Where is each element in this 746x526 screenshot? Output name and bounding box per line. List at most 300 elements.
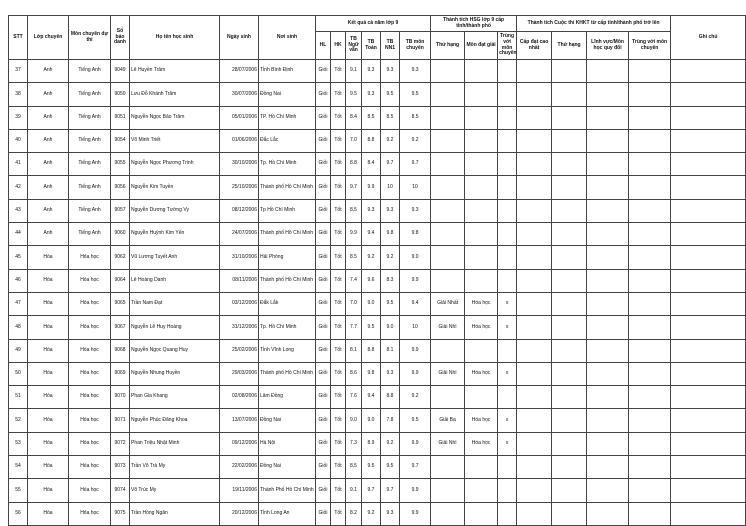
cell-tb-mon-chuyen: 8.5 xyxy=(400,106,431,129)
cell-mon-du-thi: Hóa học xyxy=(69,479,111,502)
cell-noi-sinh: Thành phố Hồ Chí Minh xyxy=(259,223,316,246)
cell-hk: Tốt xyxy=(331,199,346,222)
cell-so-bao-danh: 9055 xyxy=(111,153,130,176)
cell-noi-sinh: Tỉnh Vĩnh Long xyxy=(259,339,316,362)
cell-khkt-thu-hang xyxy=(552,339,587,362)
cell-trung-mon-chuyen: x xyxy=(498,316,517,339)
cell-trung-mon-chuyen xyxy=(498,386,517,409)
cell-trung-mon-chuyen: x xyxy=(498,409,517,432)
cell-tb-mon-chuyen: 10 xyxy=(400,176,431,199)
cell-thu-hang xyxy=(431,106,465,129)
cell-noi-sinh: Đắc Lắc xyxy=(259,129,316,152)
cell-tb-toan: 9.6 xyxy=(362,269,381,292)
cell-linh-vuc xyxy=(587,223,629,246)
cell-ghi-chu xyxy=(671,362,746,385)
cell-so-bao-danh: 9054 xyxy=(111,129,130,152)
cell-so-bao-danh: 9051 xyxy=(111,106,130,129)
cell-cap-dat-cao-nhat xyxy=(517,339,552,362)
cell-cap-dat-cao-nhat xyxy=(517,153,552,176)
cell-trung-mon-chuyen xyxy=(498,106,517,129)
cell-thu-hang xyxy=(431,386,465,409)
header-khkt-thu-hang: Thứ hạng xyxy=(552,32,587,60)
cell-trung-mon-chuyen xyxy=(498,456,517,479)
cell-noi-sinh: Thành Phố Hồ Chí Minh xyxy=(259,479,316,502)
cell-tb-toan: 9.9 xyxy=(362,176,381,199)
cell-ngay-sinh: 24/07/2006 xyxy=(220,223,259,246)
cell-tb-toan: 9.3 xyxy=(362,199,381,222)
cell-noi-sinh: Tp. Hồ Chí Minh xyxy=(259,316,316,339)
cell-ngay-sinh: 20/12/2006 xyxy=(220,502,259,525)
cell-ghi-chu xyxy=(671,176,746,199)
cell-trung-mon-chuyen xyxy=(498,479,517,502)
cell-thu-hang xyxy=(431,456,465,479)
cell-noi-sinh: Hải Phòng xyxy=(259,246,316,269)
cell-mon-dat-giai xyxy=(465,386,498,409)
cell-mon-du-thi: Hóa học xyxy=(69,269,111,292)
cell-cap-dat-cao-nhat xyxy=(517,292,552,315)
table-row xyxy=(9,479,746,502)
cell-trung-mon-chuyen xyxy=(498,339,517,362)
table-row xyxy=(9,223,746,246)
cell-khkt-trung xyxy=(629,502,671,525)
cell-mon-dat-giai xyxy=(465,502,498,525)
header-cap-dat-cao-nhat: Cấp đạt cao nhất xyxy=(517,32,552,60)
cell-khkt-trung xyxy=(629,269,671,292)
cell-mon-du-thi: Hóa học xyxy=(69,502,111,525)
cell-hk: Tốt xyxy=(331,409,346,432)
cell-ghi-chu xyxy=(671,246,746,269)
cell-so-bao-danh: 9064 xyxy=(111,269,130,292)
header-stt: STT xyxy=(9,16,28,60)
header-ket-qua-group: Kết quả cả năm lớp 9 xyxy=(316,16,431,32)
table-row xyxy=(9,129,746,152)
cell-ho-ten: Nguyễn Lê Huy Hoàng xyxy=(130,316,220,339)
cell-ho-ten: Nguyễn Kim Tuyền xyxy=(130,176,220,199)
cell-mon-du-thi: Tiếng Anh xyxy=(69,129,111,152)
cell-cap-dat-cao-nhat xyxy=(517,409,552,432)
cell-mon-dat-giai: Hóa học xyxy=(465,409,498,432)
cell-ho-ten: Võ Minh Triết xyxy=(130,129,220,152)
cell-stt: 53 xyxy=(9,432,28,455)
cell-ngay-sinh: 31/10/2006 xyxy=(220,246,259,269)
cell-hk: Tốt xyxy=(331,129,346,152)
table-row xyxy=(9,246,746,269)
cell-hk: Tốt xyxy=(331,176,346,199)
cell-khkt-thu-hang xyxy=(552,129,587,152)
cell-thu-hang: Giải Nhì xyxy=(431,362,465,385)
cell-tb-mon-chuyen: 9.3 xyxy=(400,199,431,222)
cell-stt: 50 xyxy=(9,362,28,385)
cell-trung-mon-chuyen xyxy=(498,176,517,199)
cell-khkt-trung xyxy=(629,479,671,502)
cell-tb-mon-chuyen: 9.7 xyxy=(400,456,431,479)
cell-ho-ten: Trần Hồng Ngân xyxy=(130,502,220,525)
table-row xyxy=(9,432,746,455)
cell-hk: Tốt xyxy=(331,153,346,176)
cell-thu-hang xyxy=(431,246,465,269)
cell-ghi-chu xyxy=(671,386,746,409)
cell-khkt-trung xyxy=(629,246,671,269)
cell-tb-toan: 9.0 xyxy=(362,292,381,315)
cell-mon-du-thi: Hóa học xyxy=(69,246,111,269)
cell-tb-toan: 9.7 xyxy=(362,479,381,502)
cell-cap-dat-cao-nhat xyxy=(517,246,552,269)
header-hl: HL xyxy=(316,32,331,60)
header-trung-mon-chuyen: Trùng với môn chuyên xyxy=(498,32,517,60)
cell-linh-vuc xyxy=(587,456,629,479)
cell-mon-dat-giai xyxy=(465,106,498,129)
cell-ghi-chu xyxy=(671,153,746,176)
cell-khkt-thu-hang xyxy=(552,223,587,246)
cell-tb-ngu-van: 9.0 xyxy=(346,409,362,432)
cell-hk: Tốt xyxy=(331,292,346,315)
cell-thu-hang xyxy=(431,60,465,83)
cell-tb-nn1: 9.3 xyxy=(381,60,400,83)
cell-ho-ten: Lê Huyền Trâm xyxy=(130,60,220,83)
cell-ngay-sinh: 19/11/2006 xyxy=(220,479,259,502)
cell-tb-ngu-van: 8.4 xyxy=(346,106,362,129)
cell-khkt-trung xyxy=(629,432,671,455)
cell-ngay-sinh: 13/07/2006 xyxy=(220,409,259,432)
cell-ghi-chu xyxy=(671,409,746,432)
cell-trung-mon-chuyen: x xyxy=(498,292,517,315)
cell-tb-mon-chuyen: 9.2 xyxy=(400,129,431,152)
cell-linh-vuc xyxy=(587,199,629,222)
cell-thu-hang xyxy=(431,502,465,525)
cell-cap-dat-cao-nhat xyxy=(517,432,552,455)
cell-hk: Tốt xyxy=(331,362,346,385)
cell-tb-ngu-van: 7.3 xyxy=(346,432,362,455)
cell-tb-mon-chuyen: 9.9 xyxy=(400,502,431,525)
cell-stt: 45 xyxy=(9,246,28,269)
cell-tb-ngu-van: 8.6 xyxy=(346,362,362,385)
cell-tb-ngu-van: 8.5 xyxy=(346,456,362,479)
cell-tb-toan: 9.2 xyxy=(362,502,381,525)
cell-tb-ngu-van: 8.1 xyxy=(346,339,362,362)
cell-ngay-sinh: 08/11/2006 xyxy=(220,269,259,292)
cell-trung-mon-chuyen xyxy=(498,60,517,83)
cell-cap-dat-cao-nhat xyxy=(517,456,552,479)
cell-so-bao-danh: 9065 xyxy=(111,292,130,315)
cell-ghi-chu xyxy=(671,292,746,315)
cell-hk: Tốt xyxy=(331,246,346,269)
cell-khkt-thu-hang xyxy=(552,432,587,455)
cell-cap-dat-cao-nhat xyxy=(517,176,552,199)
header-khkt-group: Thành tích Cuộc thi KHKT từ cấp tỉnh/thành phố trở lên xyxy=(517,16,671,32)
cell-thu-hang: Giải Nhì xyxy=(431,316,465,339)
cell-thu-hang xyxy=(431,269,465,292)
cell-hk: Tốt xyxy=(331,386,346,409)
cell-tb-mon-chuyen: 9.4 xyxy=(400,292,431,315)
cell-hl: Giỏi xyxy=(316,316,331,339)
table-row xyxy=(9,362,746,385)
cell-linh-vuc xyxy=(587,153,629,176)
cell-khkt-trung xyxy=(629,60,671,83)
cell-thu-hang xyxy=(431,153,465,176)
table-row xyxy=(9,292,746,315)
cell-linh-vuc xyxy=(587,292,629,315)
cell-hk: Tốt xyxy=(331,502,346,525)
cell-tb-toan: 9.0 xyxy=(362,409,381,432)
cell-hl: Giỏi xyxy=(316,362,331,385)
table-row xyxy=(9,502,746,525)
cell-lop-chuyen: Anh xyxy=(28,223,69,246)
cell-ho-ten: Võ Trúc My xyxy=(130,479,220,502)
cell-so-bao-danh: 9069 xyxy=(111,362,130,385)
header-hsg-group: Thành tích HSG lớp 9 cấp tỉnh/thành phố xyxy=(431,16,517,32)
cell-noi-sinh: Tỉnh Bình Định xyxy=(259,60,316,83)
cell-noi-sinh: Đắk Lắk xyxy=(259,292,316,315)
cell-thu-hang xyxy=(431,199,465,222)
header-ngay-sinh: Ngày sinh xyxy=(220,16,259,60)
cell-linh-vuc xyxy=(587,362,629,385)
cell-khkt-trung xyxy=(629,153,671,176)
cell-hk: Tốt xyxy=(331,83,346,106)
header-so-bao-danh: Số báo danh xyxy=(111,16,130,60)
cell-ngay-sinh: 29/03/2006 xyxy=(220,362,259,385)
cell-hl: Giỏi xyxy=(316,153,331,176)
cell-mon-dat-giai xyxy=(465,83,498,106)
cell-stt: 52 xyxy=(9,409,28,432)
cell-khkt-thu-hang xyxy=(552,60,587,83)
cell-mon-dat-giai xyxy=(465,199,498,222)
header-noi-sinh: Nơi sinh xyxy=(259,16,316,60)
cell-tb-ngu-van: 9.9 xyxy=(346,223,362,246)
cell-mon-du-thi: Hóa học xyxy=(69,409,111,432)
cell-tb-toan: 9.5 xyxy=(362,456,381,479)
cell-ghi-chu xyxy=(671,316,746,339)
cell-mon-du-thi: Tiếng Anh xyxy=(69,83,111,106)
cell-tb-mon-chuyen: 9.2 xyxy=(400,386,431,409)
cell-lop-chuyen: Hóa xyxy=(28,362,69,385)
table-row xyxy=(9,386,746,409)
cell-so-bao-danh: 9075 xyxy=(111,502,130,525)
cell-noi-sinh: Thành phố Hồ Chí Minh xyxy=(259,269,316,292)
cell-lop-chuyen: Hóa xyxy=(28,456,69,479)
cell-ghi-chu xyxy=(671,456,746,479)
cell-khkt-thu-hang xyxy=(552,409,587,432)
cell-ngay-sinh: 02/08/2006 xyxy=(220,386,259,409)
cell-hl: Giỏi xyxy=(316,386,331,409)
cell-mon-du-thi: Tiếng Anh xyxy=(69,176,111,199)
cell-mon-du-thi: Tiếng Anh xyxy=(69,60,111,83)
cell-so-bao-danh: 9060 xyxy=(111,223,130,246)
cell-khkt-thu-hang xyxy=(552,106,587,129)
cell-mon-du-thi: Hóa học xyxy=(69,339,111,362)
cell-trung-mon-chuyen xyxy=(498,199,517,222)
cell-trung-mon-chuyen xyxy=(498,269,517,292)
cell-ghi-chu xyxy=(671,83,746,106)
cell-tb-mon-chuyen: 9.3 xyxy=(400,60,431,83)
cell-hl: Giỏi xyxy=(316,479,331,502)
cell-tb-nn1: 9.2 xyxy=(381,129,400,152)
cell-hl: Giỏi xyxy=(316,83,331,106)
table-row xyxy=(9,60,746,83)
cell-lop-chuyen: Anh xyxy=(28,106,69,129)
cell-tb-toan: 9.5 xyxy=(362,316,381,339)
cell-ghi-chu xyxy=(671,129,746,152)
cell-cap-dat-cao-nhat xyxy=(517,199,552,222)
cell-cap-dat-cao-nhat xyxy=(517,83,552,106)
cell-lop-chuyen: Hóa xyxy=(28,432,69,455)
cell-tb-toan: 9.8 xyxy=(362,362,381,385)
cell-noi-sinh: Thành phố Hồ Chí Minh xyxy=(259,176,316,199)
cell-ghi-chu xyxy=(671,432,746,455)
cell-so-bao-danh: 9072 xyxy=(111,432,130,455)
cell-khkt-trung xyxy=(629,456,671,479)
cell-linh-vuc xyxy=(587,106,629,129)
cell-linh-vuc xyxy=(587,60,629,83)
cell-tb-mon-chuyen: 9.9 xyxy=(400,339,431,362)
cell-hl: Giỏi xyxy=(316,339,331,362)
cell-lop-chuyen: Hóa xyxy=(28,292,69,315)
cell-khkt-thu-hang xyxy=(552,269,587,292)
cell-lop-chuyen: Anh xyxy=(28,83,69,106)
cell-stt: 46 xyxy=(9,269,28,292)
header-thu-hang: Thứ hạng xyxy=(431,32,465,60)
cell-mon-dat-giai xyxy=(465,129,498,152)
cell-cap-dat-cao-nhat xyxy=(517,223,552,246)
cell-trung-mon-chuyen xyxy=(498,83,517,106)
cell-so-bao-danh: 9056 xyxy=(111,176,130,199)
cell-so-bao-danh: 9062 xyxy=(111,246,130,269)
cell-stt: 39 xyxy=(9,106,28,129)
cell-thu-hang xyxy=(431,176,465,199)
cell-cap-dat-cao-nhat xyxy=(517,362,552,385)
cell-ngay-sinh: 31/12/2006 xyxy=(220,316,259,339)
cell-khkt-trung xyxy=(629,199,671,222)
cell-khkt-trung xyxy=(629,316,671,339)
cell-so-bao-danh: 9071 xyxy=(111,409,130,432)
cell-tb-nn1: 9.3 xyxy=(381,502,400,525)
cell-cap-dat-cao-nhat xyxy=(517,60,552,83)
cell-tb-mon-chuyen: 9.9 xyxy=(400,269,431,292)
cell-linh-vuc xyxy=(587,176,629,199)
cell-thu-hang xyxy=(431,223,465,246)
table-row xyxy=(9,316,746,339)
cell-khkt-thu-hang xyxy=(552,83,587,106)
cell-mon-dat-giai: Hóa học xyxy=(465,362,498,385)
cell-tb-toan: 9.4 xyxy=(362,386,381,409)
cell-tb-mon-chuyen: 9.7 xyxy=(400,153,431,176)
header-lop-chuyen: Lớp chuyên xyxy=(28,16,69,60)
cell-hl: Giỏi xyxy=(316,432,331,455)
cell-mon-dat-giai: Hóa học xyxy=(465,432,498,455)
cell-mon-dat-giai xyxy=(465,456,498,479)
cell-tb-ngu-van: 7.6 xyxy=(346,386,362,409)
student-results-table xyxy=(8,15,746,526)
cell-ngay-sinh: 30/10/2006 xyxy=(220,153,259,176)
cell-noi-sinh: Tp. Hồ Chí Minh xyxy=(259,153,316,176)
cell-khkt-trung xyxy=(629,339,671,362)
cell-ngay-sinh: 25/10/2006 xyxy=(220,176,259,199)
cell-ho-ten: Trần Nam Đạt xyxy=(130,292,220,315)
cell-mon-du-thi: Tiếng Anh xyxy=(69,153,111,176)
cell-ngay-sinh: 28/07/2006 xyxy=(220,60,259,83)
cell-linh-vuc xyxy=(587,269,629,292)
cell-tb-nn1: 9.7 xyxy=(381,153,400,176)
cell-mon-dat-giai xyxy=(465,60,498,83)
cell-mon-dat-giai: Hóa học xyxy=(465,292,498,315)
table-row xyxy=(9,456,746,479)
cell-trung-mon-chuyen xyxy=(498,502,517,525)
cell-khkt-thu-hang xyxy=(552,456,587,479)
cell-thu-hang xyxy=(431,479,465,502)
cell-tb-mon-chuyen: 9.9 xyxy=(400,362,431,385)
cell-tb-nn1: 8.5 xyxy=(381,106,400,129)
cell-mon-dat-giai xyxy=(465,176,498,199)
cell-cap-dat-cao-nhat xyxy=(517,269,552,292)
cell-tb-nn1: 9.5 xyxy=(381,456,400,479)
cell-khkt-trung xyxy=(629,176,671,199)
cell-trung-mon-chuyen xyxy=(498,223,517,246)
cell-stt: 37 xyxy=(9,60,28,83)
cell-ngay-sinh: 09/12/2006 xyxy=(220,432,259,455)
cell-tb-ngu-van: 7.0 xyxy=(346,292,362,315)
cell-tb-nn1: 10 xyxy=(381,176,400,199)
cell-ghi-chu xyxy=(671,502,746,525)
cell-lop-chuyen: Hóa xyxy=(28,386,69,409)
cell-linh-vuc xyxy=(587,83,629,106)
cell-tb-toan: 9.2 xyxy=(362,246,381,269)
table-row xyxy=(9,83,746,106)
cell-lop-chuyen: Hóa xyxy=(28,316,69,339)
cell-khkt-thu-hang xyxy=(552,176,587,199)
cell-stt: 40 xyxy=(9,129,28,152)
cell-ho-ten: Phan Gia Khang xyxy=(130,386,220,409)
cell-ngay-sinh: 22/02/2006 xyxy=(220,456,259,479)
cell-so-bao-danh: 9068 xyxy=(111,339,130,362)
cell-lop-chuyen: Hóa xyxy=(28,269,69,292)
cell-cap-dat-cao-nhat xyxy=(517,129,552,152)
cell-tb-nn1: 8.1 xyxy=(381,339,400,362)
cell-tb-toan: 8.9 xyxy=(362,432,381,455)
cell-mon-du-thi: Hóa học xyxy=(69,362,111,385)
cell-cap-dat-cao-nhat xyxy=(517,502,552,525)
cell-ho-ten: Trần Võ Trà My xyxy=(130,456,220,479)
table-row xyxy=(9,269,746,292)
cell-so-bao-danh: 9073 xyxy=(111,456,130,479)
cell-tb-toan: 8.5 xyxy=(362,106,381,129)
cell-khkt-thu-hang xyxy=(552,292,587,315)
cell-ho-ten: Nguyễn Ngọc Bảo Trâm xyxy=(130,106,220,129)
cell-so-bao-danh: 9049 xyxy=(111,60,130,83)
cell-tb-nn1: 9.5 xyxy=(381,292,400,315)
cell-lop-chuyen: Anh xyxy=(28,176,69,199)
cell-mon-dat-giai xyxy=(465,153,498,176)
cell-stt: 41 xyxy=(9,153,28,176)
cell-tb-ngu-van: 8.5 xyxy=(346,199,362,222)
cell-mon-du-thi: Tiếng Anh xyxy=(69,199,111,222)
cell-tb-mon-chuyen: 9.8 xyxy=(400,223,431,246)
cell-cap-dat-cao-nhat xyxy=(517,316,552,339)
cell-cap-dat-cao-nhat xyxy=(517,106,552,129)
cell-hk: Tốt xyxy=(331,60,346,83)
cell-ho-ten: Phan Triệu Nhật Minh xyxy=(130,432,220,455)
cell-tb-mon-chuyen: 9.9 xyxy=(400,479,431,502)
cell-khkt-thu-hang xyxy=(552,362,587,385)
cell-lop-chuyen: Anh xyxy=(28,129,69,152)
cell-ho-ten: Nguyễn Nhung Huyền xyxy=(130,362,220,385)
cell-ngay-sinh: 03/12/2006 xyxy=(220,292,259,315)
cell-tb-ngu-van: 9.5 xyxy=(346,83,362,106)
cell-khkt-thu-hang xyxy=(552,479,587,502)
cell-tb-mon-chuyen: 9.0 xyxy=(400,246,431,269)
cell-hl: Giỏi xyxy=(316,176,331,199)
cell-hl: Giỏi xyxy=(316,409,331,432)
cell-tb-nn1: 9.0 xyxy=(381,316,400,339)
table-row xyxy=(9,199,746,222)
